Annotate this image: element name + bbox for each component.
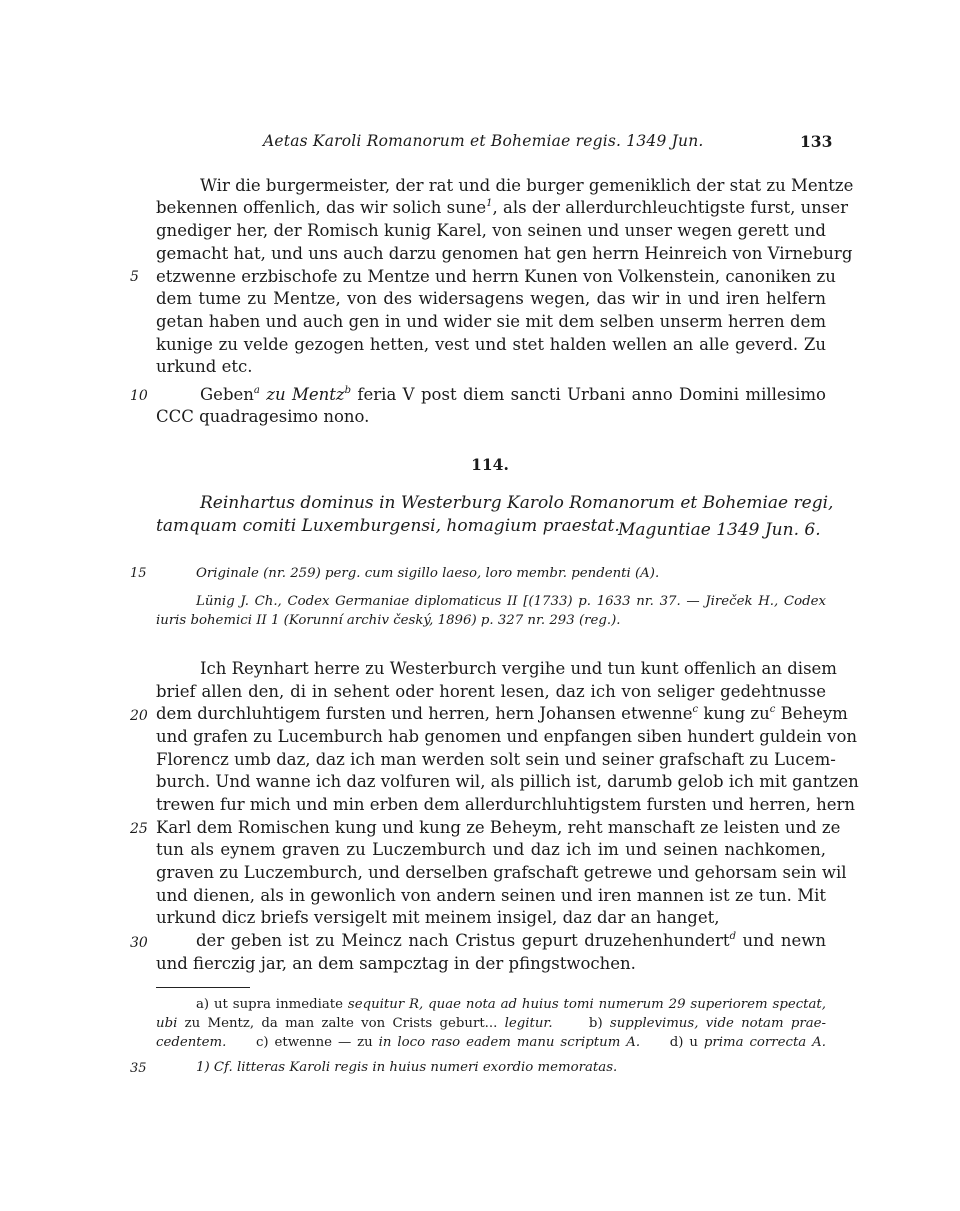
regest-line: tamquam comiti Luxemburgensi, homagium praestat. (156, 516, 620, 536)
line-number: 35 (130, 1061, 147, 1076)
source-note: Originale (nr. 259) perg. cum sigillo laeso, loro membr. pendenti (A). (196, 566, 660, 581)
text-line: und dienen, als in gewonlich von andern seinen und iren mannen ist ze tun. Mit (156, 886, 826, 905)
dating-line: Geben$^a$ zu Mentz$^b$ feria V post diem sancti Urbani anno Domini millesimo (200, 385, 826, 404)
text-line: dem durchluhtigem fursten und herren, hern Johansen etwenne$^c$ kung $zu^c$ Beheym (156, 704, 848, 723)
text-line: dem tume zu Mentze, von des widersagens wegen, das wir in und iren helfern (156, 289, 826, 308)
text-line: Ich Reynhart herre zu Westerburch vergihe und tun kunt offenlich an disem (200, 659, 837, 678)
footnote-line: a) ut supra inmediate sequitur R, quae nota ad huius tomi numerum 29 superiorem spectat, (196, 997, 826, 1012)
regest-place-date: Maguntiae 1349 Jun. 6. (618, 520, 821, 540)
text-line: graven zu Luczemburch, und derselben grafschaft getrewe und gehorsam sein wil (156, 863, 847, 882)
dating-line: CCC quadragesimo nono. (156, 407, 370, 426)
text-line: urkund etc. (156, 357, 253, 376)
footnote-line: ubi zu Mentz, da man zalte von Crists geburt... legitur. b) supplevimus, vide notam prae- (156, 1016, 826, 1031)
text-line: Wir die burgermeister, der rat und die burger gemeniklich der stat zu Mentze (200, 176, 854, 195)
text-line: burch. Und wanne ich daz volfuren wil, als pillich ist, darumb gelob ich mit gantzen (156, 772, 859, 791)
literature-note: Lünig J. Ch., Codex Germaniae diplomaticus II [(1733) p. 1633 nr. 37. — Jireček H., Codex (196, 594, 826, 609)
footnote-mark: 1 (486, 198, 493, 209)
text-line: und grafen zu Lucemburch hab genomen und enpfangen siben hundert guldein von (156, 727, 858, 746)
running-header (0, 132, 960, 156)
text-line: tun als eynem graven zu Luczemburch und daz ich im und seinen nachkomen, (156, 840, 826, 859)
text-line: Karl dem Romischen kung und kung ze Beheym, reht manschaft ze leisten und ze (156, 818, 841, 837)
footnote-mark: c (692, 704, 699, 715)
line-number: 10 (130, 388, 148, 404)
line-number: 15 (130, 566, 147, 581)
line-number: 5 (130, 269, 139, 285)
regest-line: Reinhartus dominus in Westerburg Karolo Romanorum et Bohemiae regi, (200, 493, 834, 513)
line-number: 30 (130, 935, 148, 951)
running-title: Aetas Karoli Romanorum et Bohemiae regis. 1349 Jun. (263, 132, 704, 150)
text-line: getan haben und auch gen in und wider sie mit dem selben unserm herren dem (156, 312, 826, 331)
text-line: und fierczig jar, an dem sampcztag in der pfingstwochen. (156, 954, 636, 973)
text-line: kunige zu velde gezogen hetten, vest und stet halden wellen an alle geverd. Zu (156, 335, 826, 354)
text-line: trewen fur mich und min erben dem allerdurchluhtigstem fursten und herren, hern (156, 795, 855, 814)
text-line: gemacht hat, und uns auch darzu genomen hat gen herrn Heinreich von Virneburg (156, 244, 853, 263)
text-line: Florencz umb daz, daz ich man werden solt sein und seiner grafschaft zu Lucem- (156, 750, 836, 769)
text-line: gnediger her, der Romisch kunig Karel, von seinen und unser wegen gerett und (156, 221, 826, 240)
footnote-mark: b (344, 385, 352, 396)
text-line: bekennen offenlich, das wir solich sune$^1$, als der allerdurchleuchtigste furst, unser (156, 198, 848, 217)
document-number: 114. (471, 455, 509, 474)
text-line: urkund dicz briefs versigelt mit meinem insigel, daz dar an hanget, (156, 908, 720, 927)
text-line: etzwenne erzbischofe zu Mentze und herrn Kunen von Volkenstein, canoniken zu (156, 267, 836, 286)
footnote-mark: d (729, 931, 736, 942)
footnote-mark: c (769, 704, 776, 715)
text-line: brief allen den, di in sehent oder horent lesen, daz ich von seliger gedehtnusse (156, 682, 826, 701)
footnote-mark: a (253, 385, 260, 396)
line-number: 20 (130, 708, 148, 724)
footnote-line: cedentem. c) etwenne — zu in loco raso eadem manu scriptum A. d) u prima correcta A. (156, 1035, 826, 1050)
text-line: der geben ist zu Meincz nach Cristus gepurt druzehenhundert$^d$ und newn (196, 931, 826, 950)
footnote-line: 1) Cf. litteras Karoli regis in huius numeri exordio memoratas. (196, 1060, 618, 1075)
footnote-rule (156, 987, 250, 988)
page-number: 133 (800, 132, 833, 151)
line-number: 25 (130, 821, 148, 837)
literature-note: iuris bohemici II 1 (Korunní archiv český, 1896) p. 327 nr. 293 (reg.). (156, 613, 621, 628)
